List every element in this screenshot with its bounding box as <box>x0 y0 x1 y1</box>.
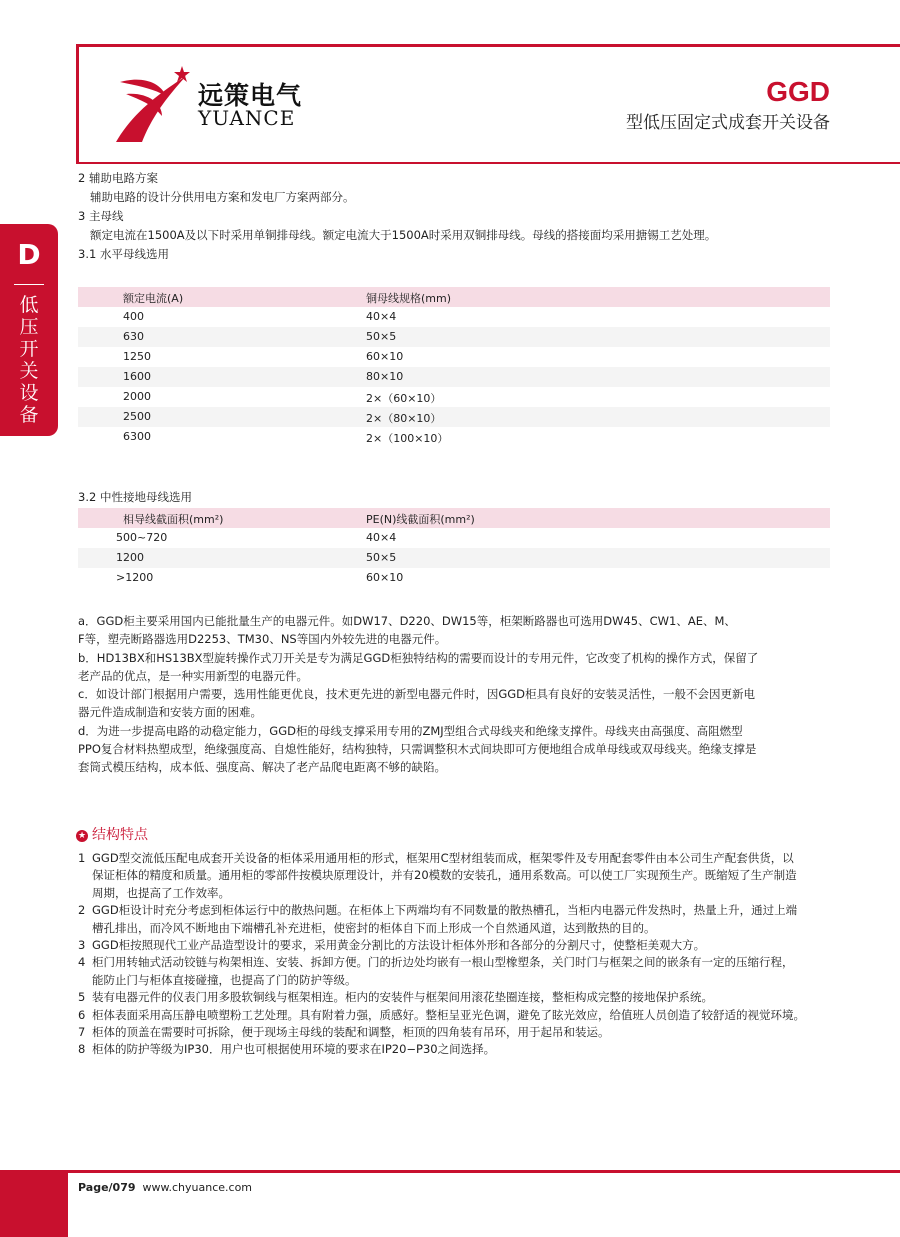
side-tab-char: 设 <box>19 382 39 404</box>
table-cell: 60×10 <box>366 571 404 584</box>
section-3-2-title: 3.2 中性接地母线选用 <box>78 490 192 504</box>
list-item-line: 能防止门与柜体直接碰撞，也提高了门的防护等级。 <box>92 972 357 987</box>
list-item-line: GGD柜设计时充分考虑到柜体运行中的散热问题。在柜体上下两端均有不同数量的散热槽孔，当柜内电器元件发热时，热量上升，通过上端 <box>92 903 798 918</box>
header-frame-left <box>76 44 79 164</box>
table-cell: 2×（60×10） <box>366 392 442 405</box>
star-circle-icon: ★ <box>77 831 87 841</box>
swoosh-star-logo <box>112 62 192 146</box>
table-row <box>78 387 830 407</box>
note-c-line: c．如设计部门根据用户需要，选用性能更优良，技术更先进的新型电器元件时，因GGD柜具有良好的安装灵活性，一般不会因更新电 <box>78 687 755 702</box>
list-item-number: 5 <box>78 990 86 1005</box>
list-item <box>78 1024 840 1041</box>
table-cell: 60×10 <box>366 350 404 363</box>
product-name: 型低压固定式成套开关设备 <box>626 113 830 133</box>
section-2-title: 2 辅助电路方案 <box>78 171 158 185</box>
footer-url: www.chyuance.com <box>142 1181 253 1194</box>
list-item <box>78 902 840 937</box>
list-item-line: 装有电器元件的仪表门用多股软铜线与框架相连。柜内的安装件与框架间用滚花垫圈连接，整柜构成完整的接地保护系统。 <box>92 990 713 1005</box>
note-c-line: 器元件造成制造和安装方面的困难。 <box>78 705 262 720</box>
side-tab-char: 开 <box>19 338 39 360</box>
section-3-title: 3 主母线 <box>78 209 124 223</box>
table-row <box>78 367 830 387</box>
list-item <box>78 989 840 1006</box>
table-row <box>78 568 830 588</box>
table-header-cell: 额定电流(A) <box>123 292 184 305</box>
list-item <box>78 1007 840 1024</box>
footer <box>78 1181 252 1194</box>
header-frame-top <box>76 44 900 47</box>
list-item <box>78 954 840 989</box>
list-item-line: 周期，也提高了工作效率。 <box>92 885 230 900</box>
list-item-line: 柜门用转轴式活动铰链与构架相连、安装、拆卸方便。门的折边处均嵌有一根山型橡塑条，关门时门与框架之间的嵌条有一定的压缩行程， <box>92 955 794 970</box>
footer-rule <box>0 1170 900 1173</box>
list-item <box>78 937 840 954</box>
busbar-table <box>78 287 830 447</box>
table-cell: 2500 <box>123 410 151 423</box>
note-d-line: PPO复合材料热塑成型，绝缘强度高、自熄性能好，结构独特，只需调整积木式间块即可方便地组合成单母线或双母线夹。绝缘支撑是 <box>78 742 757 757</box>
section-3-text: 额定电流在1500A及以下时采用单铜排母线。额定电流大于1500A时采用双铜排母线。母线的搭接面均采用搪锡工艺处理。 <box>90 228 717 242</box>
table-cell: 2×（100×10） <box>366 432 449 445</box>
table-cell: 1250 <box>123 350 151 363</box>
table-cell: 1600 <box>123 370 151 383</box>
table-row <box>78 407 830 427</box>
list-item-line: GGD型交流低压配电成套开关设备的柜体采用通用柜的形式，框架用C型材组装而成，框架零件及专用配套零件由本公司生产配套供货，以 <box>92 851 794 865</box>
table-header-cell: 铜母线规格(mm) <box>366 292 452 305</box>
list-item-number: 1 <box>78 851 86 865</box>
table-header-cell: PE(N)线截面积(mm²) <box>366 513 475 526</box>
side-tab-char: 低 <box>19 294 39 316</box>
side-tab-char: 备 <box>19 404 39 426</box>
list-item-line: 柜体表面采用高压静电喷塑粉工艺处理。具有附着力强，质感好。整柜呈亚光色调，避免了眩光效应，给值班人员创造了较舒适的视觉环境。 <box>92 1007 805 1022</box>
section-2-text: 辅助电路的设计分供用电方案和发电厂方案两部分。 <box>90 190 355 204</box>
list-item-line: 柜体的防护等级为IP30．用户也可根据使用环境的要求在IP20−P30之间选择。 <box>92 1042 496 1057</box>
table-row <box>78 347 830 367</box>
table-cell: 80×10 <box>366 370 404 383</box>
side-tab-char: 压 <box>19 316 39 338</box>
list-item-number: 2 <box>78 903 86 918</box>
page-number: Page/079 <box>78 1181 136 1194</box>
brand-name-en: YUANCE <box>198 106 296 130</box>
list-item-number: 4 <box>78 955 86 970</box>
table-row <box>78 427 830 447</box>
list-item-number: 7 <box>78 1025 86 1040</box>
note-a-line: a．GGD柜主要采用国内已能批量生产的电器元件。如DW17、D220、DW15等，柜架断路器也可选用DW45、CW1、AE、M、 <box>78 614 736 628</box>
table-cell: 2×（80×10） <box>366 412 442 425</box>
footer-corner-block <box>0 1170 68 1237</box>
features-list <box>78 850 840 1059</box>
side-tab-char: 关 <box>19 360 39 382</box>
header-frame-bottom <box>76 162 900 164</box>
table-cell: 1200 <box>116 551 144 564</box>
list-item-line: GGD柜按照现代工业产品造型设计的要求，采用黄金分割比的方法设计柜体外形和各部分的分割尺寸，使整柜美观大方。 <box>92 938 706 953</box>
table-cell: 50×5 <box>366 330 397 343</box>
table-cell: 50×5 <box>366 551 397 564</box>
side-tab-label <box>0 294 58 426</box>
brand-name-cn: 远策电气 <box>198 81 303 110</box>
list-item <box>78 1041 840 1058</box>
table-cell: 630 <box>123 330 144 343</box>
table-cell: 400 <box>123 310 144 323</box>
note-b-line: 老产品的优点，是一种实用新型的电器元件。 <box>78 668 308 683</box>
side-tab-letter: D <box>17 238 41 271</box>
list-item-line: 保证柜体的精度和质量。通用柜的零部件按模块原理设计，并有20模数的安装孔，通用系数高。可以使工厂实现预生产。既缩短了生产制造 <box>92 868 797 883</box>
table-cell: 500~720 <box>116 531 168 544</box>
neutral-busbar-table <box>78 508 830 588</box>
features-heading <box>76 824 148 844</box>
page-header <box>0 0 900 170</box>
table-cell: 2000 <box>123 390 151 403</box>
list-item-number: 8 <box>78 1042 86 1057</box>
features-title: 结构特点 <box>92 827 148 843</box>
table-header-cell: 相导线截面积(mm²) <box>123 513 224 526</box>
section-side-tab <box>0 224 58 436</box>
table-row <box>78 327 830 347</box>
table-cell: 40×4 <box>366 310 397 323</box>
table-cell: >1200 <box>116 571 154 584</box>
side-tab-divider <box>14 284 44 285</box>
table-header-row <box>78 508 830 528</box>
table-cell: 6300 <box>123 430 151 443</box>
product-code: GGD <box>766 76 830 107</box>
note-d-line: 套筒式模压结构，成本低、强度高、解决了老产品爬电距离不够的缺陷。 <box>78 760 446 775</box>
list-item-number: 6 <box>78 1007 86 1022</box>
table-row <box>78 528 830 548</box>
table-row <box>78 307 830 327</box>
table-cell: 40×4 <box>366 531 397 544</box>
note-a-line: F等，塑壳断路器选用D2253、TM30、NS等国内外较先进的电器元件。 <box>78 632 447 647</box>
note-b-line: b．HD13BX和HS13BX型旋转操作式刀开关是专为满足GGD柜独特结构的需要而设计的专用元件，它改变了机构的操作方式，保留了 <box>78 650 759 665</box>
note-d-line: d．为进一步提高电路的动稳定能力，GGD柜的母线支撑采用专用的ZMJ型组合式母线夹和绝缘支撑件。母线夹由高强度、高阻燃型 <box>78 723 743 738</box>
table-header-row <box>78 287 830 307</box>
list-item-line: 槽孔排出，而冷风不断地由下端槽孔补充进柜，使密封的柜体自下而上形成一个自然通风道，达到散热的目的。 <box>92 920 656 935</box>
list-item-line: 柜体的顶盖在需要时可拆除，便于现场主母线的装配和调整，柜顶的四角装有吊环，用于起吊和装运。 <box>92 1025 610 1040</box>
table-row <box>78 548 830 568</box>
section-3-1-title: 3.1 水平母线选用 <box>78 247 169 261</box>
list-item-number: 3 <box>78 938 86 953</box>
list-item <box>78 850 840 902</box>
notes-block <box>78 612 838 777</box>
